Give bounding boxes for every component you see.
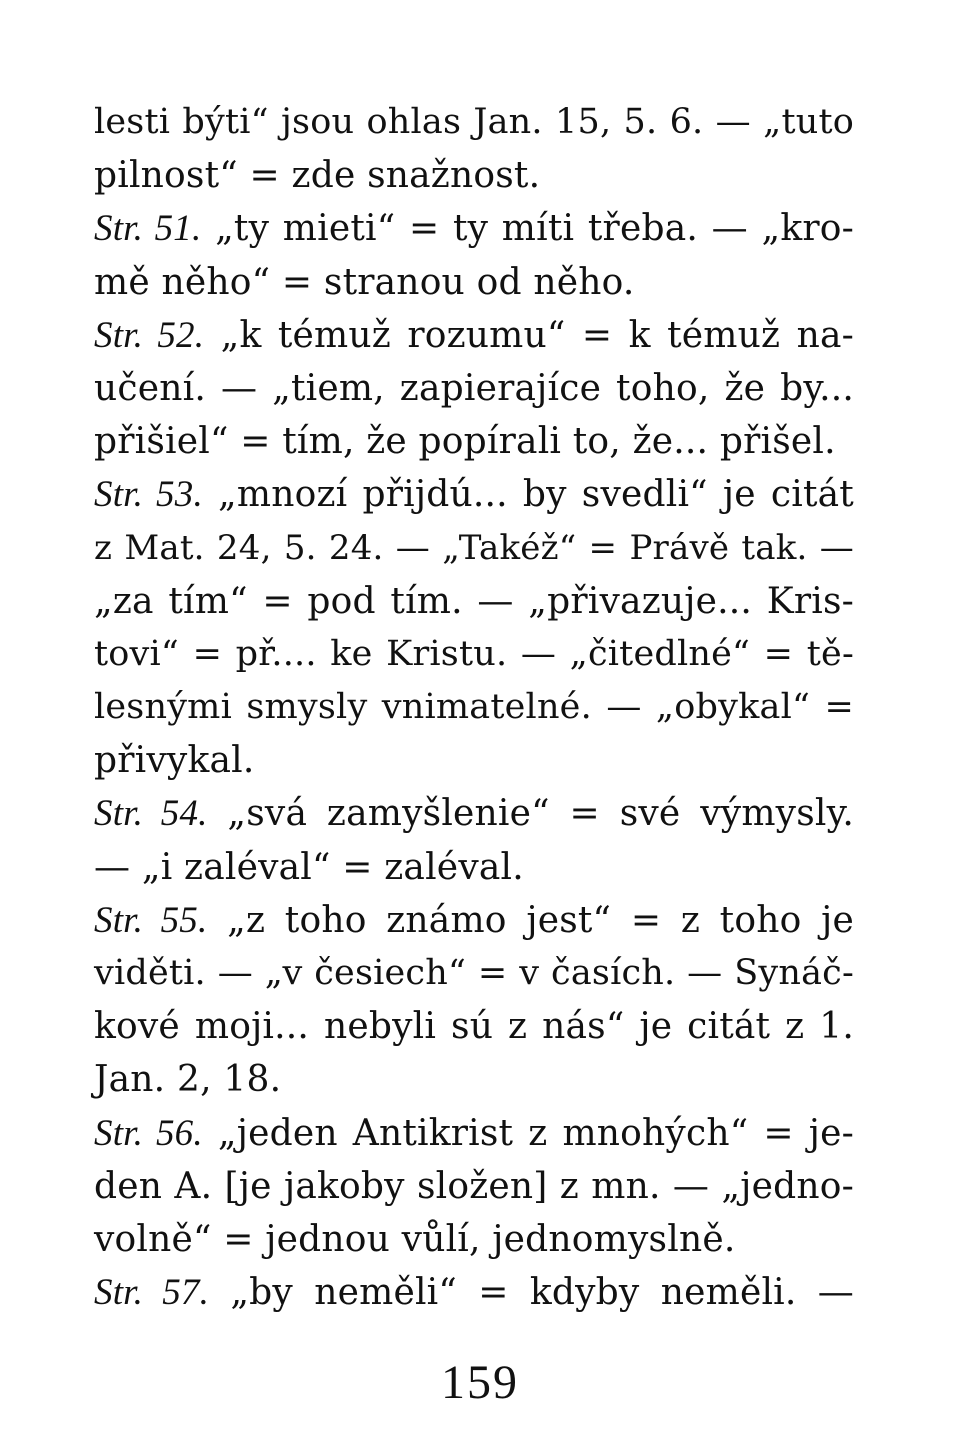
text-line — [94, 1266, 854, 1319]
text-line — [94, 415, 854, 468]
line-text: přivykal. — [94, 740, 255, 782]
page-reference: Str. 53. — [94, 474, 203, 516]
line-text: „k témuž rozumu“ = k témuž na- — [220, 314, 854, 356]
line-text: „z toho známo jest“ = z toho je — [227, 899, 854, 941]
page-text — [94, 96, 854, 1319]
text-line — [94, 628, 854, 681]
page-reference: Str. 55. — [94, 899, 208, 941]
line-text: — „i zaléval“ = zaléval. — [94, 846, 524, 888]
line-text: viděti. — „v česiech“ = v časích. — Synáč- — [94, 953, 854, 993]
text-line — [94, 522, 854, 575]
line-text: volně“ = jednou vůlí, jednomyslně. — [94, 1218, 736, 1260]
text-line — [94, 309, 854, 362]
text-line — [94, 256, 854, 309]
line-text: učení. — „tiem, zapierajíce toho, že by... — [94, 367, 854, 409]
text-line — [94, 947, 854, 1000]
line-text: kové moji... nebyli sú z nás“ je citát z 1. — [94, 1006, 854, 1048]
line-text: „mnozí přijdú... by svedli“ je citát — [218, 474, 854, 516]
text-line — [94, 681, 854, 734]
text-line — [94, 575, 854, 628]
page-reference: Str. 51. — [94, 208, 202, 250]
line-text: přišiel“ = tím, že popírali to, že... přišel. — [94, 421, 836, 463]
line-text: tovi“ = př.... ke Kristu. — „čitedlné“ = tě- — [94, 633, 854, 674]
text-line — [94, 96, 854, 149]
text-line — [94, 202, 854, 255]
line-text: „jeden Antikrist z mnohých“ = je- — [217, 1112, 854, 1154]
text-line — [94, 1000, 854, 1053]
text-line — [94, 1160, 854, 1213]
line-text: lesnými smysly vnimatelné. — „obykal“ = — [94, 687, 854, 728]
line-text: „za tím“ = pod tím. — „přivazuje... Kris- — [94, 580, 854, 622]
text-line — [94, 734, 854, 787]
line-text: Jan. 2, 18. — [94, 1059, 282, 1101]
line-text: „svá zamyšlenie“ = své výmysly. — [227, 793, 854, 835]
page-reference: Str. 57. — [94, 1272, 210, 1314]
text-line — [94, 362, 854, 415]
line-text: „ty mieti“ = ty míti třeba. — „kro- — [215, 208, 854, 250]
text-line — [94, 468, 854, 521]
page-reference: Str. 56. — [94, 1112, 203, 1154]
page-number: 159 — [441, 1356, 519, 1409]
line-text: mě něho“ = stranou od něho. — [94, 261, 635, 303]
page-reference: Str. 52. — [94, 314, 205, 356]
line-text: pilnost“ = zde snažnost. — [94, 155, 541, 197]
text-line — [94, 1107, 854, 1160]
text-line — [94, 1053, 854, 1106]
line-text: „by neměli“ = kdyby neměli. — — [230, 1272, 854, 1314]
text-line — [94, 787, 854, 840]
line-text: den A. [je jakoby složen] z mn. — „jedno- — [94, 1165, 854, 1207]
text-line — [94, 841, 854, 894]
line-text: z Mat. 24, 5. 24. — „Takéž“ = Právě tak. — — [94, 527, 854, 568]
text-line — [94, 1213, 854, 1266]
line-text: lesti býti“ jsou ohlas Jan. 15, 5. 6. — „tuto — [94, 102, 854, 142]
page-reference: Str. 54. — [94, 793, 208, 835]
text-line — [94, 894, 854, 947]
text-line — [94, 149, 854, 202]
